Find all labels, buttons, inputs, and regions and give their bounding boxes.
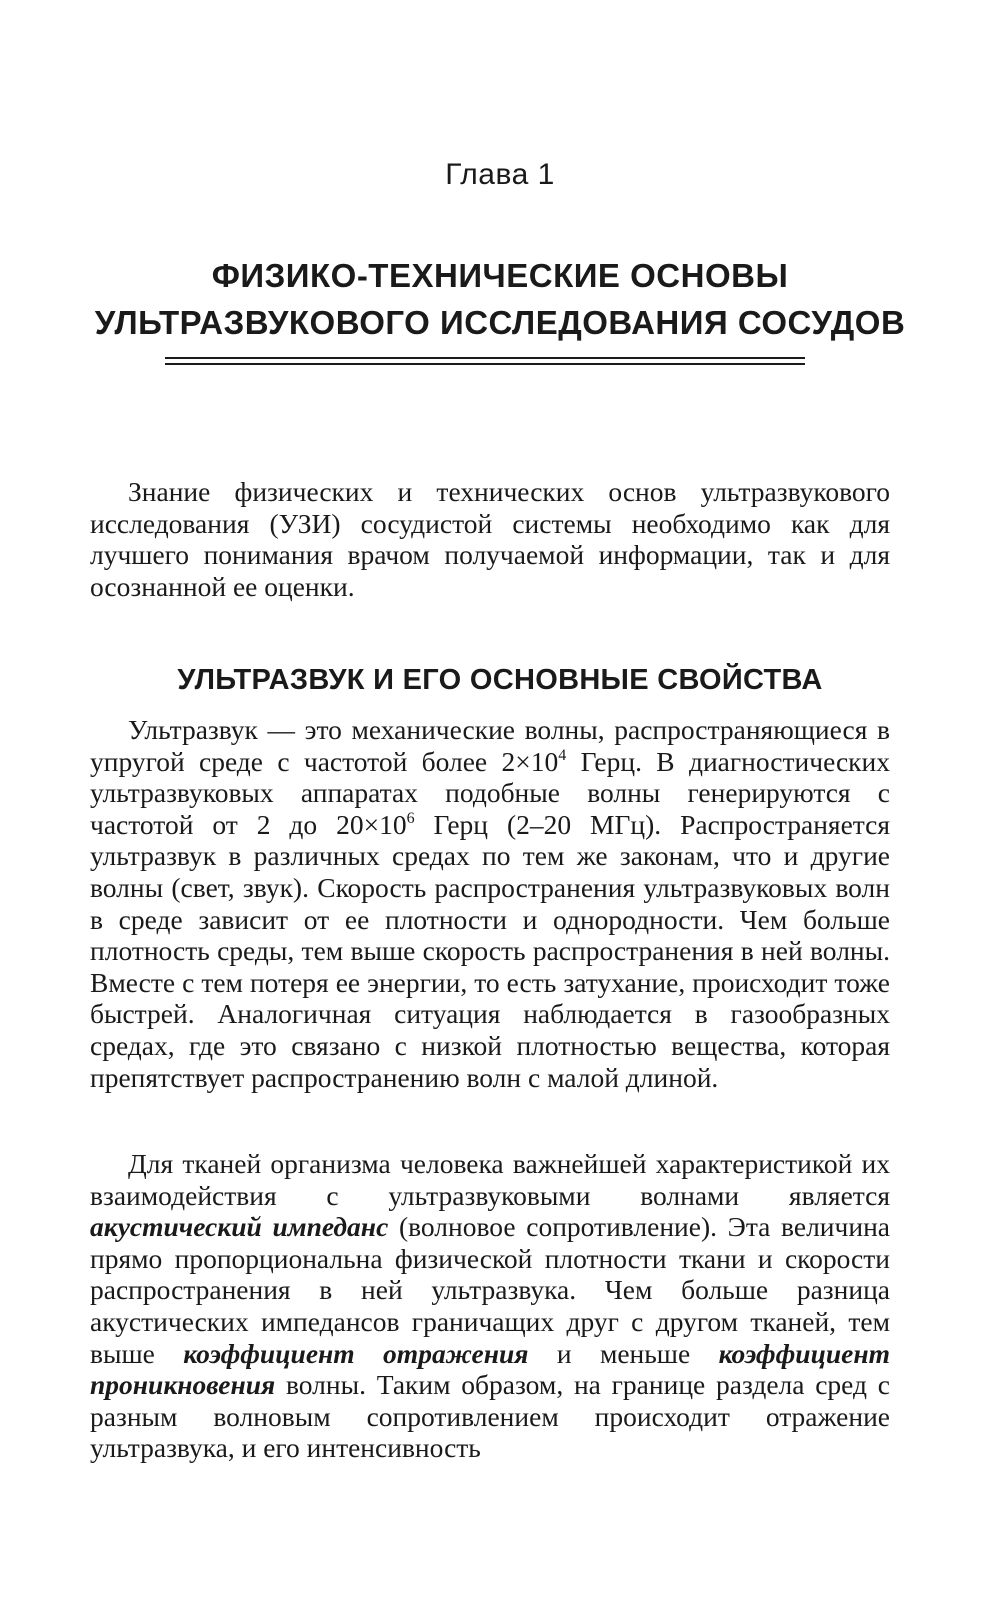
- section-heading: УЛЬТРАЗВУК И ЕГО ОСНОВНЫЕ СВОЙСТВА: [177, 664, 823, 696]
- title-double-rule: [165, 357, 805, 365]
- paragraph-acoustic-impedance: [90, 1148, 890, 1464]
- paragraph-ultrasound-definition: [90, 714, 890, 1093]
- p2-text-c: и меньше: [528, 1337, 719, 1369]
- chapter-title: [0, 252, 1000, 346]
- term-penetration-coefficient: коэффициент проникновения: [90, 1337, 891, 1401]
- term-reflection-coefficient: коэффициент отражения: [183, 1337, 529, 1369]
- term-acoustic-impedance: акустический импеданс: [90, 1211, 389, 1243]
- chapter-label: Глава 1: [445, 158, 555, 191]
- p1-superscript-2: 6: [406, 809, 415, 827]
- chapter-title-line2: УЛЬТРАЗВУКОВОГО ИССЛЕДОВАНИЯ СОСУДОВ: [94, 304, 906, 341]
- p2-text-a: Для тканей организма человека важнейшей характеристикой их взаимодействия с ультразвуковыми волнами является: [90, 1148, 890, 1211]
- p2-text-b: (волновое сопротивление). Эта величина прямо пропорциональна физической плотности ткани и скорости распространения в ней ультразвука. Чем больше разница акустических импедансов граничащих друг с другом тканей, тем выше: [90, 1211, 890, 1369]
- p1-text-b: Герц. В диагностических ультразвуковых аппаратах подобные волны генерируются с частотой от 2 до 20×10: [90, 745, 890, 840]
- p1-text-a: Ультразвук — это механические волны, распространяющиеся в упругой среде с частотой более 2×10: [90, 714, 890, 777]
- p1-text-c: Герц (2–20 МГц). Распространяется ультразвук в различных средах по тем же законам, что и другие волны (свет, звук). Скорость распространения ультразвуковых волн в среде зависит от ее плотности и однородности. Чем больше плотность среды, тем выше скорость распространения в ней волны. Вместе с тем потеря ее энергии, то есть затухание, происходит тоже быстрей. Аналогичная ситуация наблюдается в газообразных средах, где это связано с низкой плотностью вещества, которая препятствует распространению волн с малой длиной.: [90, 808, 890, 1093]
- chapter-title-line1: ФИЗИКО-ТЕХНИЧЕСКИЕ ОСНОВЫ: [211, 257, 789, 294]
- intro-paragraph: [90, 476, 890, 602]
- intro-text: Знание физических и технических основ ультразвукового исследования (УЗИ) сосудистой системы необходимо как для лучшего понимания врачом получаемой информации, так и для осознанной ее оценки.: [90, 476, 890, 602]
- p1-superscript-1: 4: [558, 746, 567, 764]
- p2-text-d: волны. Таким образом, на границе раздела сред с разным волновым сопротивлением происходит отражение ультразвука, и его интенсивность: [90, 1369, 890, 1464]
